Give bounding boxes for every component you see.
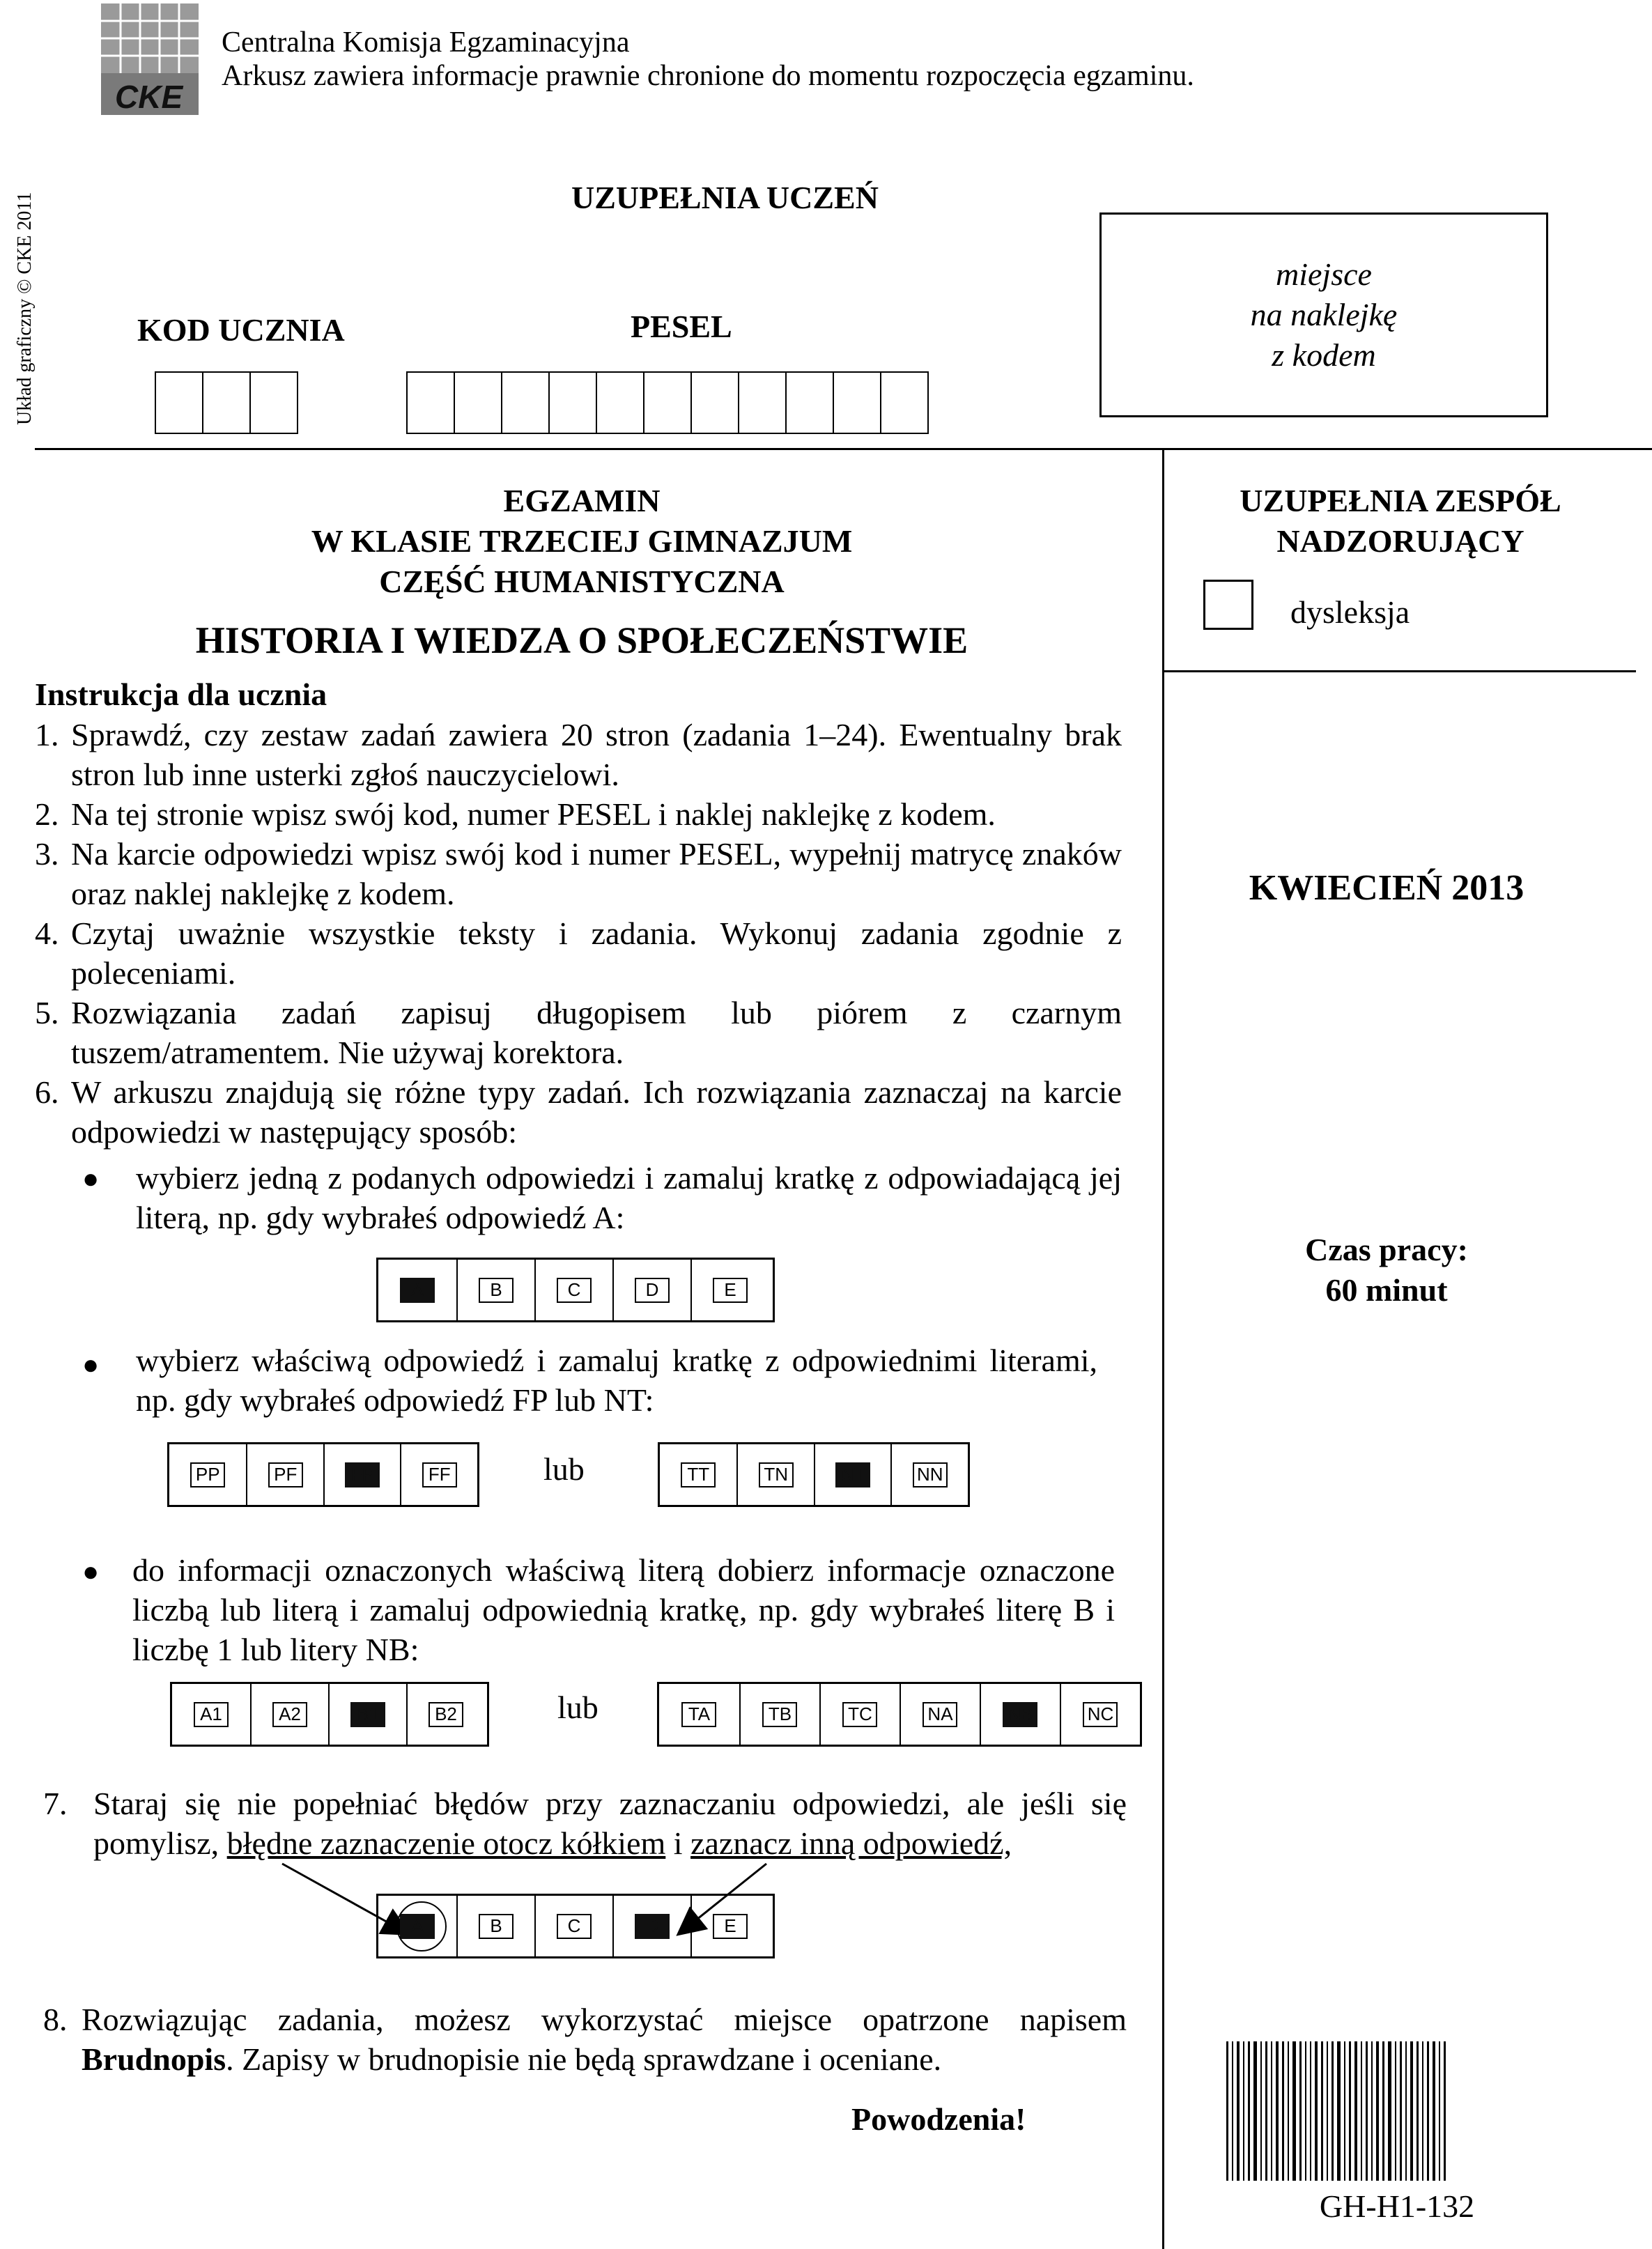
dyslexia-checkbox[interactable]: [1203, 580, 1253, 630]
pesel-box[interactable]: [690, 371, 739, 434]
code-box[interactable]: [202, 371, 251, 434]
option-cell: [378, 1896, 456, 1956]
option-box-filled: NT: [835, 1462, 870, 1487]
pesel-box[interactable]: [643, 371, 692, 434]
option-cell: [169, 1444, 246, 1505]
barcode-bar: [1276, 2041, 1279, 2181]
divider: [35, 448, 1652, 450]
item-number: 7.: [43, 1786, 68, 1821]
option-box: E: [713, 1914, 748, 1939]
barcode-text: GH-H1-132: [1319, 2188, 1475, 2224]
option-cell: [400, 1444, 477, 1505]
copyright-note: Układ graficzny © CKE 2011: [14, 192, 36, 425]
instruction-item: [35, 993, 1122, 1072]
time-info: [1178, 1230, 1596, 1311]
underlined-text: zaznacz inną odpowiedź,: [690, 1825, 1012, 1861]
barcode-bar: [1337, 2041, 1341, 2181]
option-box: FF: [422, 1462, 457, 1487]
barcode-bar: [1422, 2041, 1423, 2181]
pesel-label: PESEL: [631, 309, 732, 344]
supervisor-title: [1178, 481, 1623, 562]
time-value: 60 minut: [1325, 1272, 1448, 1308]
sticker-line: miejsce: [1276, 256, 1372, 292]
option-box: TA: [681, 1702, 716, 1727]
item-text: Rozwiązując zadania, możesz wykorzystać miejsce opatrzone napisem: [82, 2002, 1127, 2037]
item-number: 1.: [35, 717, 59, 752]
barcode-bar: [1331, 2041, 1334, 2181]
item-text: . Zapisy w brudnopisie nie będą sprawdzane i oceniane.: [226, 2041, 942, 2077]
item-number: 2.: [35, 796, 59, 832]
sticker-line: na naklejkę: [1250, 297, 1398, 332]
supervisor-title-line: NADZORUJĄCY: [1276, 523, 1524, 559]
option-cell: [612, 1896, 690, 1956]
example-answer-row: [657, 1682, 1142, 1747]
example-answer-row: [167, 1442, 479, 1507]
option-box: PP: [190, 1462, 225, 1487]
option-cell: [456, 1896, 534, 1956]
barcode-bar: [1265, 2041, 1267, 2181]
bullet-icon: ●: [82, 1163, 100, 1194]
option-cell: [736, 1444, 814, 1505]
option-box: PF: [268, 1462, 303, 1487]
student-code-boxes[interactable]: [155, 371, 297, 434]
closing-text: Powodzenia!: [851, 2101, 1026, 2137]
instruction-item: [35, 794, 1122, 834]
instruction-item-8: [43, 2000, 1127, 2079]
option-cell: [406, 1684, 484, 1745]
org-name: Centralna Komisja Egzaminacyjna: [222, 26, 630, 59]
svg-text:CKE: CKE: [115, 79, 183, 115]
item-text: Sprawdź, czy zestaw zadań zawiera 20 stron (zadania 1–24). Ewentualny brak stron lub inne usterki zgłoś nauczycielowi.: [71, 717, 1122, 792]
option-box-filled: D: [635, 1914, 670, 1939]
bullet-text: wybierz jedną z podanych odpowiedzi i zamaluj kratkę z odpowiadającą jej literą, np. gdy wybrałeś odpowiedź A:: [136, 1160, 1122, 1235]
option-box: NA: [923, 1702, 957, 1727]
code-box[interactable]: [155, 371, 203, 434]
barcode-bar: [1315, 2041, 1318, 2181]
option-box: C: [557, 1278, 592, 1303]
bullet-text: do informacji oznaczonych właściwą literą dobierz informacje oznaczone liczbą lub literą i zamaluj odpowiednią kratkę, np. gdy wybrałeś literę B i liczbę 1 lub litery NB:: [132, 1552, 1115, 1667]
exam-date: KWIECIEŃ 2013: [1249, 868, 1524, 908]
option-cell: [980, 1684, 1060, 1745]
barcode-bar: [1327, 2041, 1328, 2181]
barcode-bar: [1248, 2041, 1250, 2181]
item-text: Na tej stronie wpisz swój kod, numer PESEL i naklej naklejkę z kodem.: [71, 796, 996, 832]
barcode-bar: [1344, 2041, 1345, 2181]
barcode-bar: [1226, 2041, 1228, 2181]
barcode-bar: [1271, 2041, 1272, 2181]
student-section-title: UZUPEŁNIA UCZEŃ: [571, 180, 879, 215]
option-cell: [690, 1260, 769, 1320]
option-box: NN: [913, 1462, 948, 1487]
item-number: 4.: [35, 915, 59, 951]
barcode-bar: [1395, 2041, 1396, 2181]
option-box: B2: [429, 1702, 463, 1727]
option-box-filled: FP: [345, 1462, 380, 1487]
option-cell: [819, 1684, 900, 1745]
item-number: 3.: [35, 836, 59, 872]
pesel-box[interactable]: [406, 371, 455, 434]
barcode-bar: [1444, 2041, 1446, 2181]
option-cell: [1060, 1684, 1140, 1745]
option-cell: [378, 1260, 456, 1320]
barcode-bar: [1427, 2041, 1429, 2181]
dyslexia-label: dysleksja: [1290, 594, 1410, 630]
barcode-bar: [1371, 2041, 1373, 2181]
barcode-bar: [1400, 2041, 1402, 2181]
barcode-bar: [1292, 2041, 1296, 2181]
option-cell: [323, 1444, 401, 1505]
exam-title-line: CZĘŚĆ HUMANISTYCZNA: [379, 564, 785, 599]
pesel-box[interactable]: [454, 371, 502, 434]
subject-title: HISTORIA I WIEDZA O SPOŁECZEŃSTWIE: [195, 619, 968, 661]
exam-title-line: W KLASIE TRZECIEJ GIMNAZJUM: [311, 523, 853, 559]
pesel-box[interactable]: [880, 371, 929, 434]
option-cell: [890, 1444, 968, 1505]
bullet-text: wybierz właściwą odpowiedź i zamaluj kratkę z odpowiednimi literami, np. gdy wybrałeś odpowiedź FP lub NT:: [136, 1343, 1097, 1418]
option-cell: [328, 1684, 406, 1745]
pesel-box[interactable]: [738, 371, 787, 434]
option-box: A1: [194, 1702, 229, 1727]
item-text: Na karcie odpowiedzi wpisz swój kod i numer PESEL, wypełnij matrycę znaków oraz naklej naklejkę z kodem.: [71, 836, 1122, 911]
option-box-filled: B1: [350, 1702, 385, 1727]
example-answer-row: [658, 1442, 970, 1507]
circle-mark: [396, 1901, 447, 1952]
barcode-bar: [1282, 2041, 1284, 2181]
option-box: TT: [681, 1462, 716, 1487]
item-text: Rozwiązania zadań zapisuj długopisem lub piórem z czarnym tuszem/atramentem. Nie używaj korektora.: [71, 995, 1122, 1070]
barcode-bar: [1310, 2041, 1311, 2181]
barcode-bar: [1354, 2041, 1357, 2181]
barcode-bar: [1253, 2041, 1257, 2181]
barcode-bar: [1321, 2041, 1323, 2181]
bullet-icon: ●: [82, 1556, 100, 1587]
barcode-bar: [1349, 2041, 1351, 2181]
option-box-filled: A: [400, 1914, 435, 1939]
confidentiality-notice: Arkusz zawiera informacje prawnie chronione do momentu rozpoczęcia egzaminu.: [222, 60, 1194, 92]
barcode-bar: [1405, 2041, 1407, 2181]
barcode-bar: [1382, 2041, 1384, 2181]
barcode-bar: [1366, 2041, 1368, 2181]
option-box-filled: A: [400, 1278, 435, 1303]
barcode-bar: [1439, 2041, 1440, 2181]
underlined-text: błędne zaznaczenie otocz kółkiem: [226, 1825, 666, 1861]
option-box: TC: [842, 1702, 877, 1727]
option-box: B: [479, 1278, 514, 1303]
exam-title-line: EGZAMIN: [503, 483, 661, 518]
barcode-bar: [1376, 2041, 1379, 2181]
option-cell: [659, 1684, 739, 1745]
barcode-bar: [1305, 2041, 1306, 2181]
option-cell: [612, 1260, 690, 1320]
or-label: lub: [557, 1690, 599, 1725]
option-cell: [690, 1896, 769, 1956]
option-box: E: [713, 1278, 748, 1303]
item-text: Czytaj uważnie wszystkie teksty i zadania. Wykonuj zadania zgodnie z poleceniami.: [71, 915, 1122, 991]
option-cell: [814, 1444, 891, 1505]
item-text: i: [673, 1825, 683, 1861]
divider: [1162, 670, 1636, 672]
option-cell: [900, 1684, 980, 1745]
pesel-box[interactable]: [596, 371, 644, 434]
barcode-bar: [1260, 2041, 1262, 2181]
option-box: A2: [272, 1702, 307, 1727]
option-cell: [534, 1260, 612, 1320]
barcode-bar: [1299, 2041, 1302, 2181]
barcode-bar: [1410, 2041, 1413, 2181]
time-label: Czas pracy:: [1305, 1232, 1468, 1267]
barcode-bar: [1232, 2041, 1233, 2181]
option-cell: [456, 1260, 534, 1320]
barcode-bar: [1237, 2041, 1240, 2181]
pesel-box[interactable]: [501, 371, 550, 434]
supervisor-title-line: UZUPEŁNIA ZESPÓŁ: [1240, 483, 1561, 518]
pesel-box[interactable]: [833, 371, 881, 434]
option-cell: [534, 1896, 612, 1956]
bullet-icon: ●: [82, 1349, 100, 1380]
barcode-bar: [1243, 2041, 1244, 2181]
item-text: Staraj się nie popełniać błędów przy zaznaczaniu odpowiedzi, ale jeśli się pomylisz,: [93, 1786, 1127, 1861]
instruction-item: [35, 1072, 1122, 1152]
pesel-boxes[interactable]: [406, 371, 927, 434]
pesel-box[interactable]: [548, 371, 597, 434]
sticker-line: z kodem: [1272, 337, 1376, 373]
item-number: 6.: [35, 1074, 59, 1110]
instruction-item: [35, 715, 1122, 794]
option-box-filled: NB: [1003, 1702, 1037, 1727]
option-box: B: [479, 1914, 514, 1939]
option-cell: [660, 1444, 736, 1505]
option-box: NC: [1083, 1702, 1118, 1727]
barcode: [1226, 2041, 1568, 2181]
bold-text: Brudnopis: [82, 2041, 226, 2077]
column-divider: [1162, 448, 1164, 2249]
barcode-bar: [1433, 2041, 1435, 2181]
barcode-bar: [1288, 2041, 1289, 2181]
instruction-item-7: [43, 1784, 1127, 1863]
student-code-label: KOD UCZNIA: [137, 312, 345, 348]
option-cell: [172, 1684, 250, 1745]
instructions-heading: Instrukcja dla ucznia: [35, 677, 327, 712]
barcode-bar: [1388, 2041, 1391, 2181]
instruction-item: [35, 913, 1122, 993]
option-cell: [250, 1684, 328, 1745]
option-cell: [246, 1444, 323, 1505]
or-label: lub: [543, 1451, 585, 1487]
item-number: 5.: [35, 995, 59, 1030]
code-box[interactable]: [249, 371, 298, 434]
barcode-bar: [1361, 2041, 1362, 2181]
item-text: W arkuszu znajdują się różne typy zadań. Ich rozwiązania zaznaczaj na karcie odpowiedzi w następujący sposób:: [71, 1074, 1122, 1150]
example-correction-row: [376, 1894, 775, 1958]
option-box: TN: [759, 1462, 794, 1487]
exam-title: [279, 481, 885, 602]
instruction-item: [35, 834, 1122, 913]
cke-logo: [101, 3, 199, 115]
barcode-bar: [1416, 2041, 1419, 2181]
option-box: C: [557, 1914, 592, 1939]
item-number: 8.: [43, 2002, 68, 2037]
option-cell: [739, 1684, 819, 1745]
option-box: D: [635, 1278, 670, 1303]
sticker-placeholder: [1099, 212, 1548, 417]
option-box: TB: [762, 1702, 797, 1727]
example-answer-row: [170, 1682, 489, 1747]
pesel-box[interactable]: [785, 371, 834, 434]
example-answer-row: [376, 1258, 775, 1322]
